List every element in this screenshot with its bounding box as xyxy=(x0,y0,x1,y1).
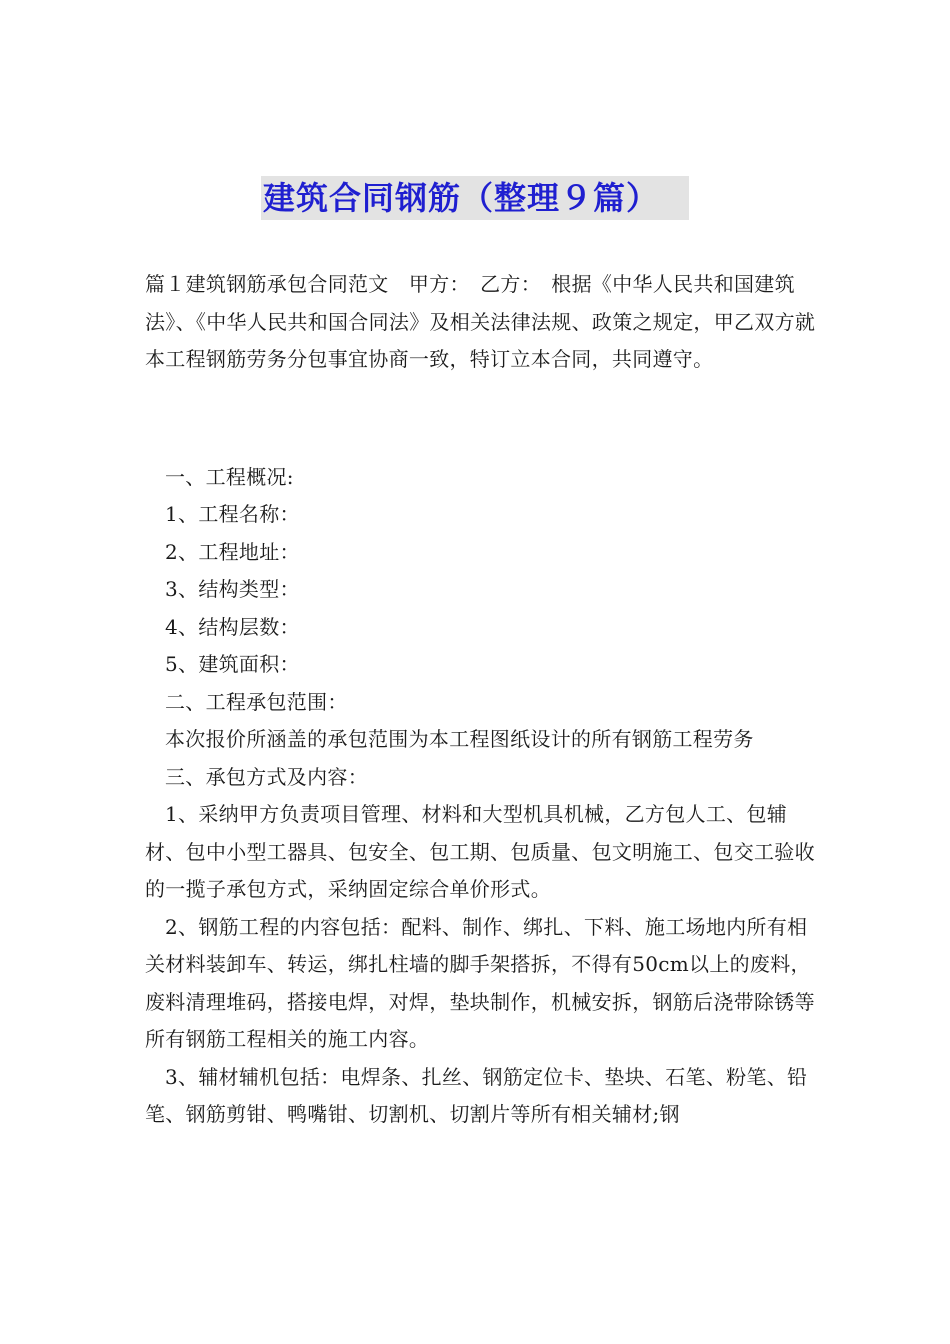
document-title: 建筑合同钢筋（整理９篇） xyxy=(261,176,689,220)
method-paragraph-3: 3、辅材辅机包括：电焊条、扎丝、钢筋定位卡、垫块、石笔、粉笔、铅笔、钢筋剪钳、鸭嘴钳、切割机、切割片等所有相关辅材;钢 xyxy=(145,1064,808,1126)
structure-type-line: 3、结构类型： xyxy=(165,577,300,601)
project-name-line: 1、工程名称： xyxy=(165,502,300,526)
scope-paragraph: 本次报价所涵盖的承包范围为本工程图纸设计的所有钢筋工程劳务 xyxy=(165,727,754,751)
paragraph-gap xyxy=(145,379,825,459)
building-area-line: 5、建筑面积： xyxy=(165,652,300,676)
project-address-line: 2、工程地址： xyxy=(165,539,300,564)
title-wrap xyxy=(0,176,950,220)
intro-paragraph: 篇１建筑钢筋承包合同范文 甲方： 乙方： 根据《中华人民共和国建筑法》、《中华人民共和国合同法》及相关法律法规、政策之规定，甲乙双方就本工程钢筋劳务分包事宜协商一致，特订立本合同，共同遵守。 xyxy=(145,272,816,371)
section-heading-method: 三、承包方式及内容： xyxy=(165,764,368,789)
method-paragraph-1: 1、采纳甲方负责项目管理、材料和大型机具机械，乙方包人工、包辅材、包中小型工器具、包安全、包工期、包质量、包文明施工、包交工验收的一揽子承包方式，采纳固定综合单价形式。 xyxy=(145,802,815,901)
section-heading-scope: 二、工程承包范围： xyxy=(165,689,348,714)
structure-floors-line: 4、结构层数： xyxy=(165,614,300,639)
method-paragraph-2: 2、钢筋工程的内容包括：配料、制作、绑扎、下料、施工场地内所有相关材料装卸车、转运，绑扎柱墙的脚手架搭拆，不得有50cm以上的废料，废料清理堆码，搭接电焊，对焊，垫块制作，机械安拆，钢筋后浇带除锈等所有钢筋工程相关的施工内容。 xyxy=(145,914,815,1051)
document-body xyxy=(145,266,825,1134)
section-heading-overview: 一、工程概况: xyxy=(165,464,294,489)
